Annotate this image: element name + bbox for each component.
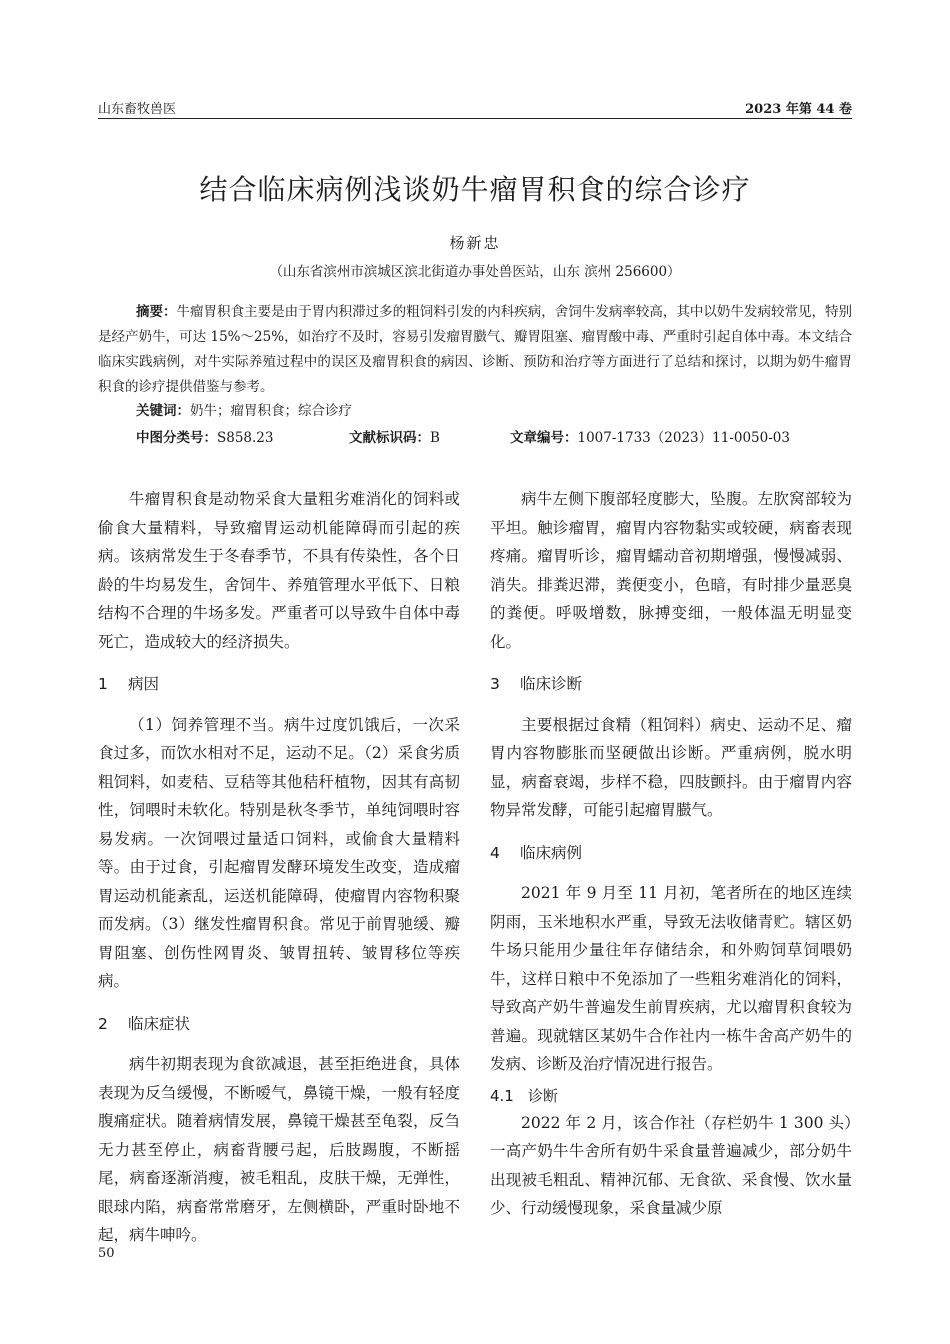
keywords [136, 399, 352, 419]
doc-code-value: B [430, 430, 440, 446]
section-1-text: （1）饲养管理不当。病牛过度饥饿后，一次采食过多，而饮水相对不足，运动不足。（2）采食劣质粗饲料，如麦秸、豆秸等其他秸秆植物，因其有高韧性，饲喂时未软化。特别是秋冬季节，单纯饲喂时容易发病。一次饲喂过量适口饲料，或偷食大量精料等。由于过食，引起瘤胃发酵环境发生改变，造成瘤胃运动机能紊乱，运送机能障碍，使瘤胃内容物积聚而发病。（3）继发性瘤胃积食。常见于前胃驰缓、瓣胃阻塞、创伤性网胃炎、皱胃扭转、皱胃移位等疾病。 [98, 715, 460, 990]
section-1-heading: 1 病因 [98, 675, 160, 693]
section-2-heading: 2 临床症状 [98, 1014, 191, 1033]
intro-paragraph: 牛瘤胃积食是动物采食大量粗劣难消化的饲料或偷食大量精料，导致瘤胃运动机能障碍而引起的疾病。该病常发生于冬春季节，不具有传染性，各个日龄的牛均易发生，舍饲牛、养殖管理水平低下、日粮结构不合理的牛场多发。严重者可以导致牛自体中毒死亡，造成较大的经济损失。 [98, 490, 460, 651]
abstract-label: 摘要： [136, 304, 177, 320]
abstract-text: 牛瘤胃积食主要是由于胃内积滞过多的粗饲料引发的内科疾病，舍饲牛发病率较高，其中以奶牛发病较常见，特别是经产奶牛，可达 15%～25%，如治疗不及时，容易引发瘤胃臌气、瓣胃阻塞、瘤胃酸中毒、严重时引起自体中毒。本文结合临床实践病例，对牛实际养殖过程中的误区及瘤胃积食的病因、诊断、预防和治疗等方面进行了总结和探讨，以期为奶牛瘤胃积食的诊疗提供借鉴与参考。 [98, 304, 853, 395]
section-4-heading: 4 临床病例 [490, 843, 583, 862]
section-4-1-heading: 4.1 诊断 [490, 1086, 559, 1105]
section-4-text: 2021 年 9 月至 11 月初，笔者所在的地区连续阴雨，玉米地积水严重，导致无法收储青贮。辖区奶牛场只能用少量往年存储结余，和外购饲草饲喂奶牛，这样日粮中不免添加了一些粗劣难消化的饲料，导致高产奶牛普遍发生前胃疾病，尤以瘤胃积食较为普遍。现就辖区某奶牛合作社内一栋牛舍高产奶牛的发病、诊断及治疗情况进行报告。 [490, 884, 852, 1073]
section-4-1-text: 2022 年 2 月，该合作社（存栏奶牛 1 300 头）一高产奶牛牛舍所有奶牛采食量普遍减少，部分奶牛出现被毛粗乱、精神沉郁、无食欲、采食慢、饮水量少、行动缓慢现象，采食量减少原 [490, 1113, 852, 1217]
article-number-value: 1007-1733（2023）11-0050-03 [577, 430, 790, 446]
author-name: 杨新忠 [449, 234, 501, 252]
section-2-text-continued: 病牛左侧下腹部轻度膨大，坠腹。左肷窝部较为平坦。触诊瘤胃，瘤胃内容物黏实或较硬，病畜表现疼痛。瘤胃听诊，瘤胃蠕动音初期增强，慢慢减弱、消失。排粪迟滞，粪便变小，色暗，有时排少量恶臭的粪便。呼吸增数，脉搏变细，一般体温无明显变化。 [490, 490, 852, 651]
keywords-label: 关键词： [136, 403, 190, 419]
abstract [98, 300, 852, 400]
section-3-heading: 3 临床诊断 [490, 675, 583, 693]
left-column [98, 485, 460, 1250]
clc-label: 中图分类号： [136, 430, 217, 446]
article-title: 结合临床病例浅谈奶牛瘤胃积食的综合诊疗 [199, 173, 751, 206]
section-2-text: 病牛初期表现为食欲减退，甚至拒绝进食，具体表现为反刍缓慢，不断嗳气，鼻镜干燥，一般有轻度腹痛症状。随着病情发展，鼻镜干燥甚至龟裂，反刍无力甚至停止，病畜背腰弓起，后肢踢腹，不断摇尾，病畜逐渐消瘦，被毛粗乱，皮肤干燥，无弹性，眼球内陷，病畜常常磨牙，左侧横卧，严重时卧地不起，病牛呻吟。 [98, 1055, 460, 1244]
journal-volume: 2023 年第 44 卷 [745, 102, 852, 117]
article-number-label: 文章编号： [510, 430, 578, 446]
running-header [98, 96, 852, 119]
journal-name: 山东畜牧兽医 [98, 102, 177, 117]
clc-value: S858.23 [217, 430, 274, 446]
doc-code-label: 文献标识码： [349, 430, 430, 446]
keywords-text: 奶牛；瘤胃积食；综合诊疗 [190, 403, 352, 419]
right-column [490, 485, 852, 1223]
page-number: 50 [98, 1246, 115, 1261]
author-affiliation: （山东省滨州市滨城区滨北街道办事处兽医站，山东 滨州 256600） [269, 264, 681, 280]
classification-line [136, 426, 856, 448]
section-3-text: 主要根据过食精（粗饲料）病史、运动不足、瘤胃内容物膨胀而坚硬做出诊断。严重病例，脱水明显，病畜衰竭，步样不稳，四肢颤抖。由于瘤胃内容物异常发酵，可能引起瘤胃臌气。 [490, 715, 852, 819]
